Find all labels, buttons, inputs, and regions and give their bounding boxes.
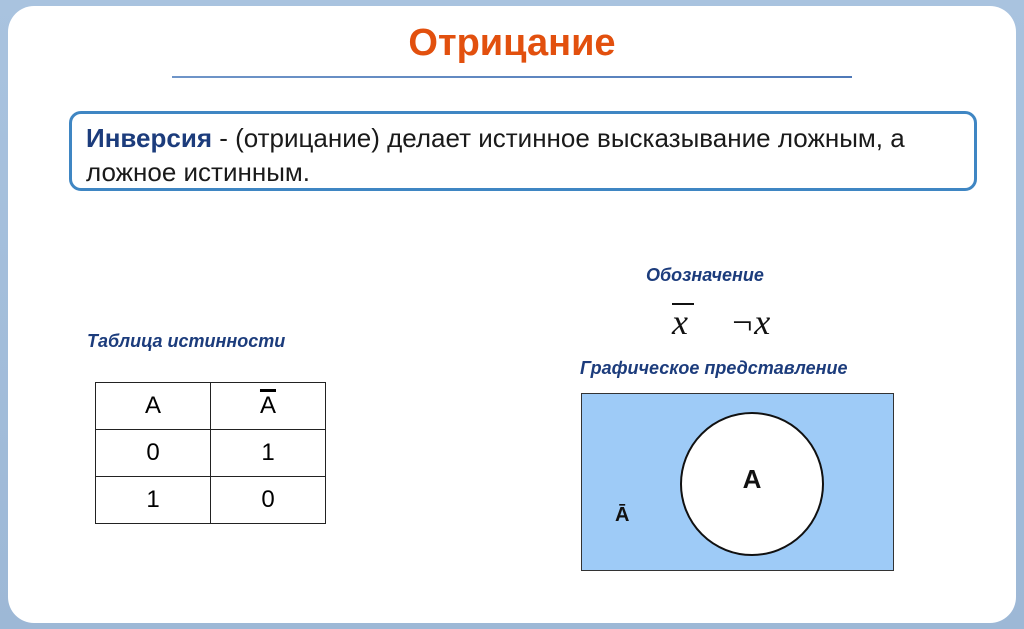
notation-bar-x: x	[672, 302, 688, 342]
truth-table	[95, 382, 326, 524]
definition-text: - (отрицание) делает истинное высказывание ложным, а ложное истинным.	[86, 123, 905, 187]
title-underline	[172, 76, 852, 78]
table-cell: 1	[211, 430, 326, 477]
notation-not-x: ¬x	[730, 302, 771, 342]
table-cell: 0	[211, 477, 326, 524]
header-not-a: А	[211, 383, 326, 430]
set-a-label: A	[742, 464, 762, 494]
table-row	[96, 477, 326, 524]
notation-symbols	[660, 298, 800, 348]
slide-title: Отрицание	[408, 22, 616, 64]
notation-label: Обозначение	[646, 265, 764, 285]
header-a: А	[96, 383, 211, 430]
table-header-row	[96, 383, 326, 430]
table-row	[96, 430, 326, 477]
complement-label: Ā	[615, 504, 630, 526]
venn-diagram	[581, 393, 894, 571]
definition-box	[69, 111, 977, 191]
set-a-circle	[680, 412, 824, 556]
graphic-label: Графическое представление	[580, 358, 848, 378]
truth-table-label: Таблица истинности	[87, 331, 286, 351]
table-cell: 0	[96, 430, 211, 477]
table-cell: 1	[96, 477, 211, 524]
definition-term: Инверсия	[86, 123, 212, 153]
